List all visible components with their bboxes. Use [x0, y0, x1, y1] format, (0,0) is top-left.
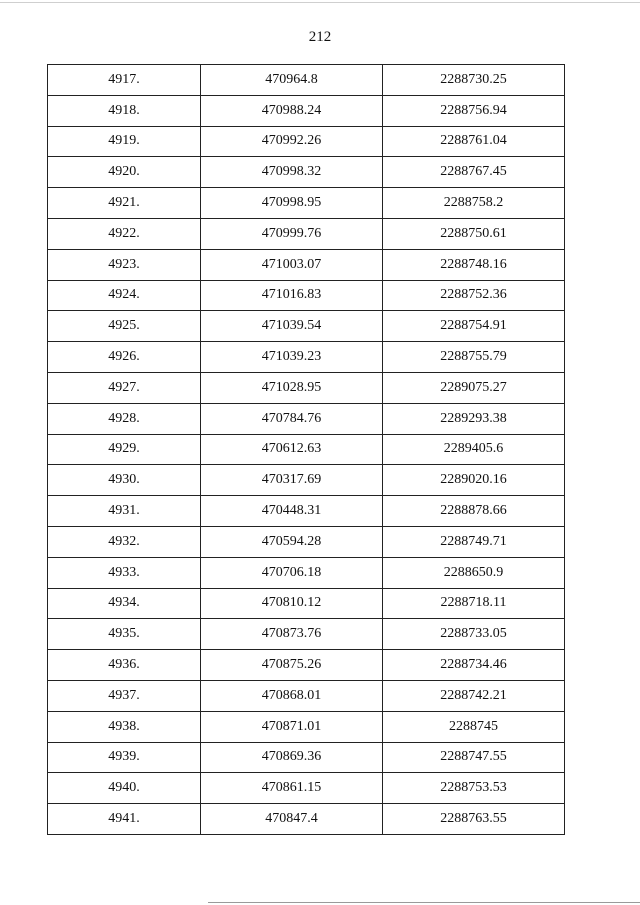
table-row — [48, 188, 565, 219]
point-number-cell: 4932. — [48, 526, 201, 557]
x-coordinate-cell: 471039.54 — [201, 311, 383, 342]
y-coordinate-cell: 2289075.27 — [383, 372, 565, 403]
y-coordinate-cell: 2288750.61 — [383, 218, 565, 249]
y-coordinate-cell: 2288758.2 — [383, 188, 565, 219]
y-coordinate-cell: 2288761.04 — [383, 126, 565, 157]
y-coordinate-cell: 2289020.16 — [383, 465, 565, 496]
y-coordinate-cell: 2288745 — [383, 711, 565, 742]
y-coordinate-cell: 2288734.46 — [383, 650, 565, 681]
x-coordinate-cell: 470706.18 — [201, 557, 383, 588]
table-row — [48, 95, 565, 126]
point-number-cell: 4937. — [48, 680, 201, 711]
x-coordinate-cell: 471016.83 — [201, 280, 383, 311]
table-row — [48, 650, 565, 681]
point-number-cell: 4936. — [48, 650, 201, 681]
x-coordinate-cell: 470784.76 — [201, 403, 383, 434]
x-coordinate-cell: 470988.24 — [201, 95, 383, 126]
point-number-cell: 4919. — [48, 126, 201, 157]
table-row — [48, 434, 565, 465]
point-number-cell: 4925. — [48, 311, 201, 342]
point-number-cell: 4929. — [48, 434, 201, 465]
table-row — [48, 465, 565, 496]
table-row — [48, 526, 565, 557]
x-coordinate-cell: 470612.63 — [201, 434, 383, 465]
y-coordinate-cell: 2288878.66 — [383, 496, 565, 527]
table-row — [48, 742, 565, 773]
x-coordinate-cell: 470873.76 — [201, 619, 383, 650]
x-coordinate-cell: 470847.4 — [201, 804, 383, 835]
bottom-rule — [208, 902, 640, 903]
page-number: 212 — [308, 29, 332, 45]
x-coordinate-cell: 470448.31 — [201, 496, 383, 527]
point-number-cell: 4928. — [48, 403, 201, 434]
coordinates-table — [47, 64, 565, 835]
table-row — [48, 619, 565, 650]
y-coordinate-cell: 2289293.38 — [383, 403, 565, 434]
point-number-cell: 4921. — [48, 188, 201, 219]
x-coordinate-cell: 470992.26 — [201, 126, 383, 157]
y-coordinate-cell: 2288730.25 — [383, 65, 565, 96]
point-number-cell: 4924. — [48, 280, 201, 311]
point-number-cell: 4922. — [48, 218, 201, 249]
table-row — [48, 680, 565, 711]
point-number-cell: 4934. — [48, 588, 201, 619]
x-coordinate-cell: 471028.95 — [201, 372, 383, 403]
y-coordinate-cell: 2288752.36 — [383, 280, 565, 311]
x-coordinate-cell: 471039.23 — [201, 342, 383, 373]
coordinates-table-body — [48, 65, 565, 835]
point-number-cell: 4926. — [48, 342, 201, 373]
y-coordinate-cell: 2288756.94 — [383, 95, 565, 126]
top-rule — [0, 2, 640, 3]
table-row — [48, 773, 565, 804]
point-number-cell: 4939. — [48, 742, 201, 773]
point-number-cell: 4941. — [48, 804, 201, 835]
y-coordinate-cell: 2288650.9 — [383, 557, 565, 588]
y-coordinate-cell: 2288749.71 — [383, 526, 565, 557]
table-row — [48, 372, 565, 403]
x-coordinate-cell: 470594.28 — [201, 526, 383, 557]
y-coordinate-cell: 2288767.45 — [383, 157, 565, 188]
table-row — [48, 311, 565, 342]
point-number-cell: 4930. — [48, 465, 201, 496]
point-number-cell: 4933. — [48, 557, 201, 588]
table-row — [48, 403, 565, 434]
table-row — [48, 65, 565, 96]
table-row — [48, 804, 565, 835]
point-number-cell: 4920. — [48, 157, 201, 188]
table-row — [48, 588, 565, 619]
y-coordinate-cell: 2288753.53 — [383, 773, 565, 804]
x-coordinate-cell: 470868.01 — [201, 680, 383, 711]
table-row — [48, 496, 565, 527]
table-row — [48, 711, 565, 742]
x-coordinate-cell: 470964.8 — [201, 65, 383, 96]
x-coordinate-cell: 471003.07 — [201, 249, 383, 280]
table-row — [48, 342, 565, 373]
y-coordinate-cell: 2288733.05 — [383, 619, 565, 650]
table-row — [48, 280, 565, 311]
y-coordinate-cell: 2288763.55 — [383, 804, 565, 835]
y-coordinate-cell: 2288747.55 — [383, 742, 565, 773]
table-row — [48, 218, 565, 249]
table-row — [48, 249, 565, 280]
y-coordinate-cell: 2288755.79 — [383, 342, 565, 373]
x-coordinate-cell: 470998.32 — [201, 157, 383, 188]
x-coordinate-cell: 470861.15 — [201, 773, 383, 804]
x-coordinate-cell: 470869.36 — [201, 742, 383, 773]
x-coordinate-cell: 470998.95 — [201, 188, 383, 219]
point-number-cell: 4917. — [48, 65, 201, 96]
x-coordinate-cell: 470999.76 — [201, 218, 383, 249]
table-row — [48, 126, 565, 157]
table-row — [48, 157, 565, 188]
y-coordinate-cell: 2288718.11 — [383, 588, 565, 619]
point-number-cell: 4918. — [48, 95, 201, 126]
x-coordinate-cell: 470871.01 — [201, 711, 383, 742]
point-number-cell: 4931. — [48, 496, 201, 527]
y-coordinate-cell: 2288742.21 — [383, 680, 565, 711]
point-number-cell: 4940. — [48, 773, 201, 804]
y-coordinate-cell: 2289405.6 — [383, 434, 565, 465]
y-coordinate-cell: 2288754.91 — [383, 311, 565, 342]
point-number-cell: 4938. — [48, 711, 201, 742]
point-number-cell: 4923. — [48, 249, 201, 280]
x-coordinate-cell: 470875.26 — [201, 650, 383, 681]
x-coordinate-cell: 470810.12 — [201, 588, 383, 619]
point-number-cell: 4927. — [48, 372, 201, 403]
x-coordinate-cell: 470317.69 — [201, 465, 383, 496]
table-row — [48, 557, 565, 588]
point-number-cell: 4935. — [48, 619, 201, 650]
y-coordinate-cell: 2288748.16 — [383, 249, 565, 280]
